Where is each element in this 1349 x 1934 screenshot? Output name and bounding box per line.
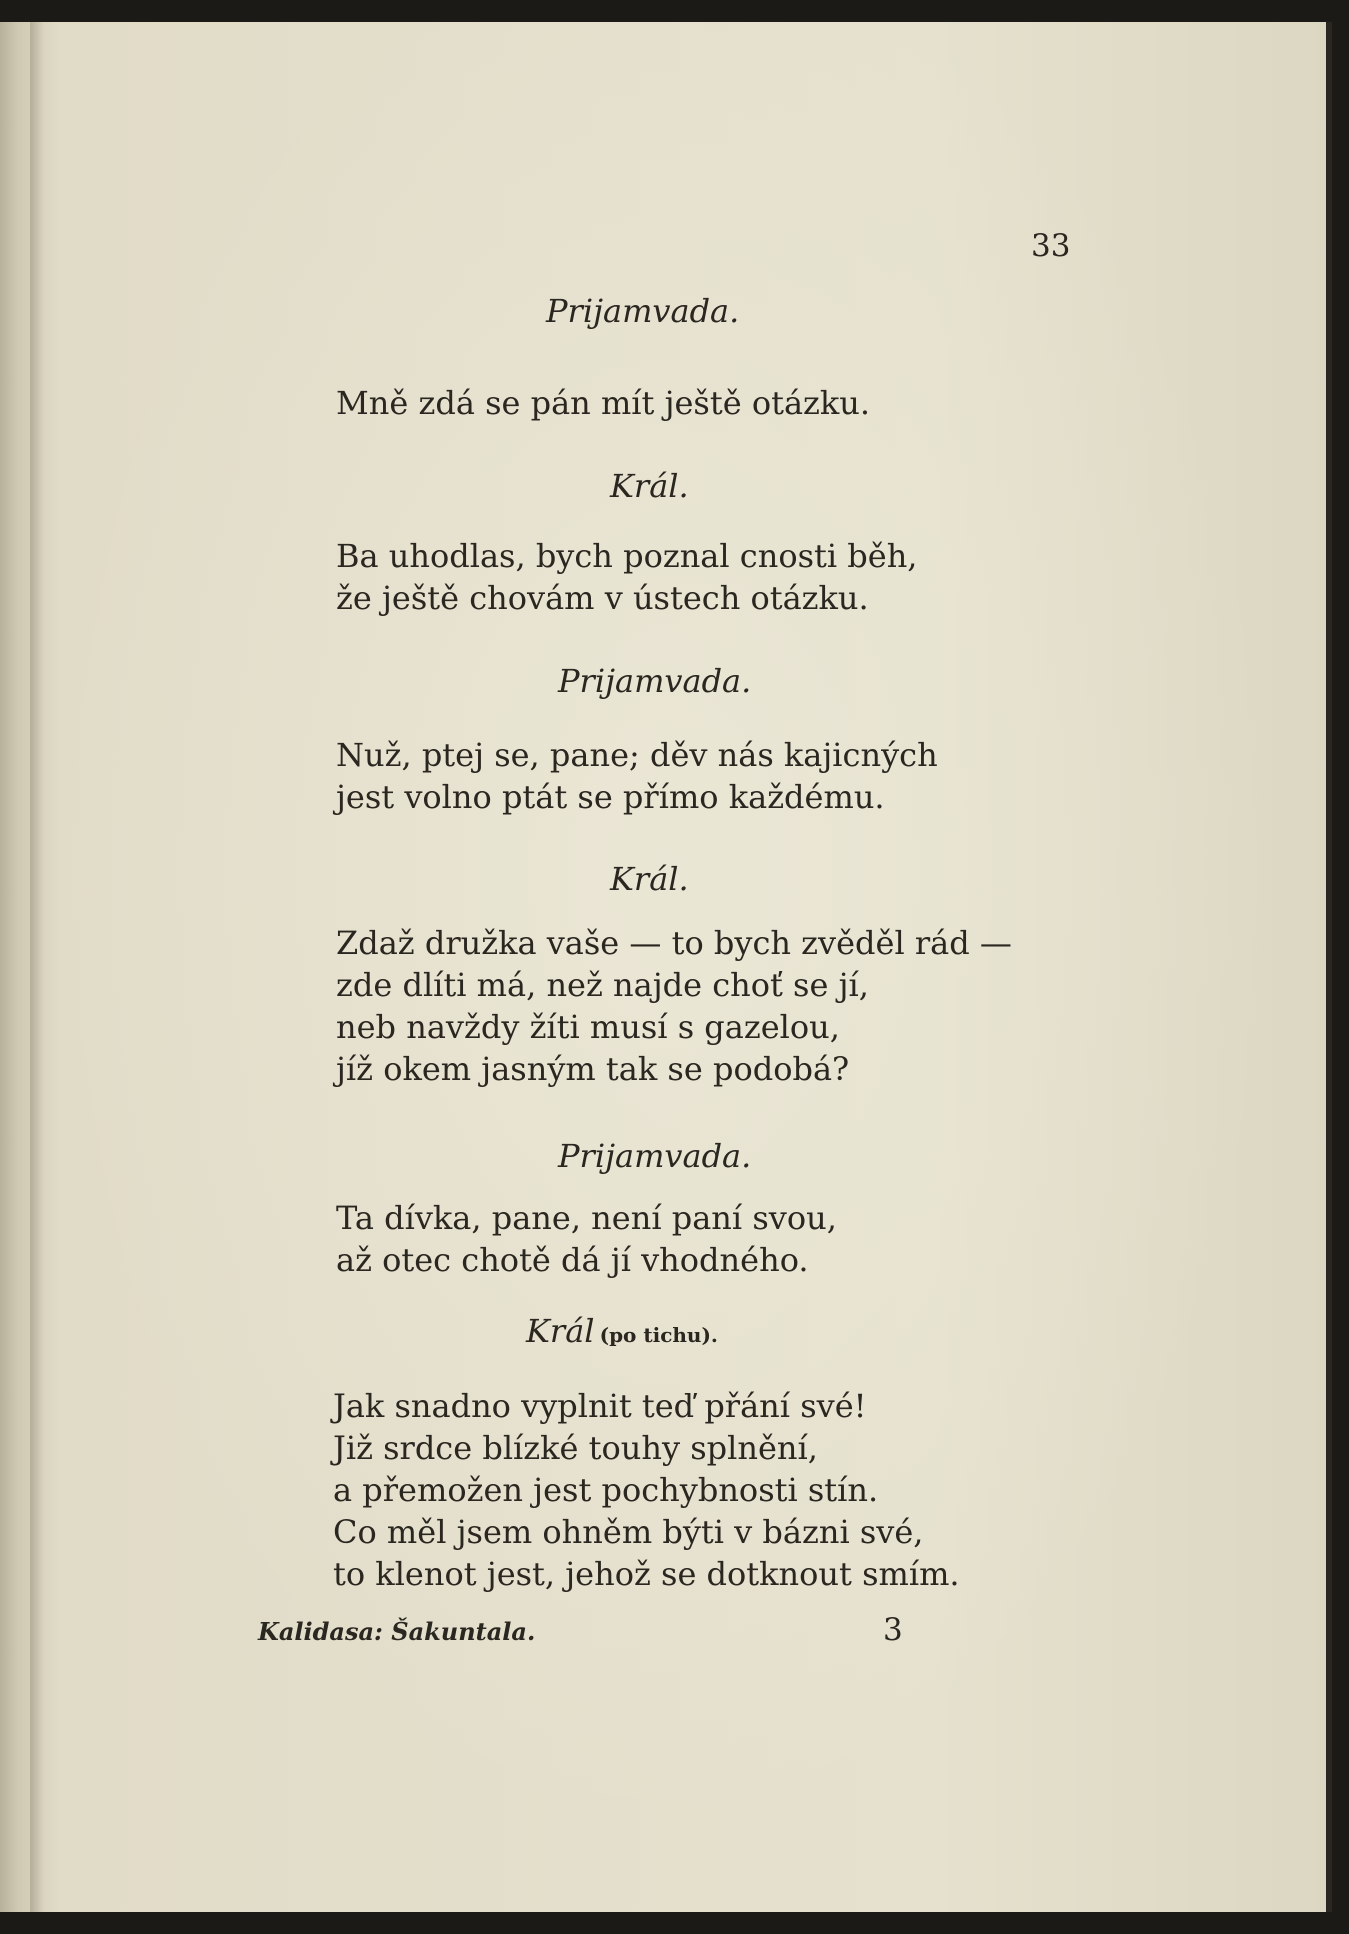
verse-block xyxy=(336,535,917,619)
verse-line: Mně zdá se pán mít ještě otázku. xyxy=(336,384,871,422)
verse-line: a přemožen jest pochybnosti stín. xyxy=(333,1471,879,1509)
verse-line: Co měl jsem ohněm býti v bázni své, xyxy=(333,1513,924,1551)
verse-block xyxy=(336,382,870,424)
speaker-name: Král xyxy=(526,1312,595,1350)
verse-line: Jak snadno vyplnit teď přání své! xyxy=(333,1387,867,1425)
verse-line: až otec chotě dá jí vhodného. xyxy=(336,1241,809,1279)
verse-block xyxy=(336,734,938,818)
verse-line: zde dlíti má, než najde choť se jí, xyxy=(336,966,869,1004)
verse-line: Již srdce blízké touhy splnění, xyxy=(333,1429,818,1467)
speaker-heading: Král. xyxy=(610,860,689,898)
verse-line: neb navždy žíti musí s gazelou, xyxy=(336,1008,840,1046)
verse-line: jíž okem jasným tak se podobá? xyxy=(336,1050,850,1088)
signature-mark: Kalidasa: Šakuntala. xyxy=(258,1617,536,1646)
speaker-heading: Prijamvada. xyxy=(546,292,740,330)
verse-block xyxy=(336,1197,837,1281)
page-gutter-shadow xyxy=(30,22,44,1912)
speaker-heading: Prijamvada. xyxy=(558,662,752,700)
verse-block xyxy=(333,1385,960,1595)
verse-line: Ta dívka, pane, není paní svou, xyxy=(336,1199,837,1237)
stage-direction: (po tichu). xyxy=(599,1323,718,1347)
book-page xyxy=(0,22,1332,1912)
page-edge xyxy=(1326,22,1332,1912)
verse-block xyxy=(336,922,1012,1090)
verse-line: Nuž, ptej se, pane; děv nás kajicných xyxy=(336,736,938,774)
sheet-number: 3 xyxy=(883,1612,903,1648)
verse-line: to klenot jest, jehož se dotknout smím. xyxy=(333,1555,960,1593)
verse-line: jest volno ptát se přímo každému. xyxy=(336,778,885,816)
verse-line: Ba uhodlas, bych poznal cnosti běh, xyxy=(336,537,918,575)
verse-line: Zdaž družka vaše — to bych zvěděl rád — xyxy=(336,924,1012,962)
speaker-heading: Prijamvada. xyxy=(558,1137,752,1175)
speaker-heading-with-direction xyxy=(526,1312,718,1350)
page-number: 33 xyxy=(1031,228,1071,264)
speaker-heading: Král. xyxy=(610,467,689,505)
verse-line: že ještě chovám v ústech otázku. xyxy=(336,579,869,617)
